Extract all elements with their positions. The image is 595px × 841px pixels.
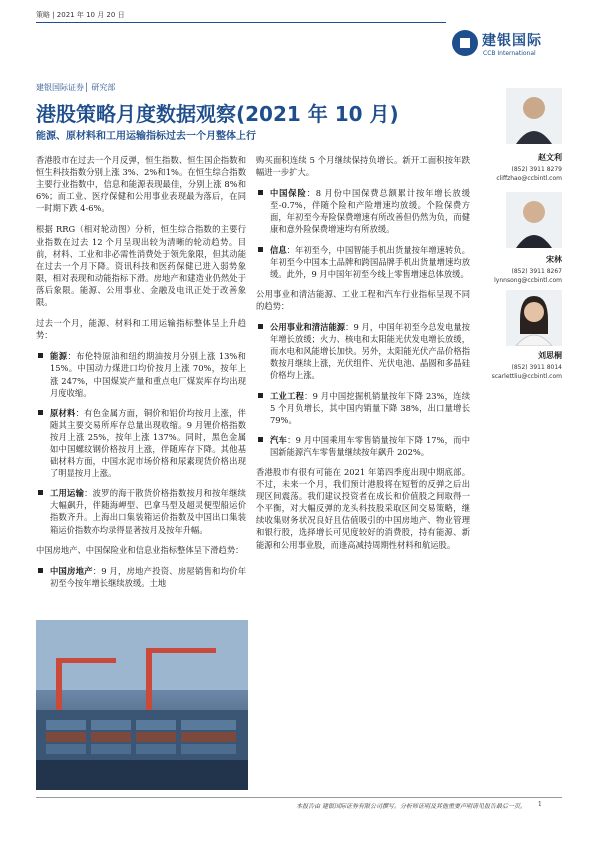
- left-column: [36, 154, 246, 597]
- analyst-name: 刘思桐: [538, 351, 562, 360]
- bullet-square-icon: [258, 190, 263, 195]
- analyst-photo: [506, 290, 562, 346]
- department-label: 建银国际证券│ 研究部: [36, 83, 116, 92]
- paragraph: 中国房地产、中国保险业和信息业指标整体呈下滑趋势：: [36, 544, 244, 555]
- bullet-item: [256, 434, 470, 458]
- bullet-text: ：布伦特原油和纽约期油按月分别上涨 13%和 15%。中国动力煤进口均价按月上涨 70%，按年上涨 247%，中国煤炭产量和重点电厂煤炭库存均出现月度收缩。: [50, 351, 246, 398]
- bullet-item: [256, 390, 470, 426]
- report-title: 港股策略月度数据观察(2021 年 10 月): [36, 102, 399, 126]
- bullet-heading: 信息: [270, 244, 287, 255]
- bullet-text: ：8 月份中国保费总额累计按年增长放缓至-0.7%，伴随个险和产险增速均放缓。个险保费方面，年初至今寿险保费增速有所改善但仍然为负，而健康和意外险保费增速均有所放缓。: [270, 188, 470, 235]
- analyst-card: [478, 192, 562, 288]
- page-number: 1: [538, 801, 542, 808]
- bullet-heading: 汽车: [270, 434, 288, 445]
- analyst-photo: [506, 88, 562, 144]
- paragraph: 香港股市在过去一个月反弹，恒生指数、恒生国企指数和恒生科技指数分别上涨 3%、2%和1%。在恒生综合指数主要行业指数中，信息和能源表现最佳，分别上涨 8%和 6%；而工业、医疗保健和公用事业表现最为落后，在同一时期下跌 4-6%。: [36, 155, 246, 214]
- middle-column: [256, 154, 470, 560]
- bullet-square-icon: [38, 490, 43, 495]
- bullet-item: [36, 565, 246, 589]
- paragraph: 过去一个月，能源、材料和工用运输指标整体呈上升趋势：: [36, 318, 246, 341]
- paragraph: 根据 RRG（相对轮动图）分析，恒生综合指数的主要行业指数在过去 12 个月呈现出较为清晰的轮动趋势。目前，材料、工业和非必需性消费处于领先象限，但其动能在过去一个月下降。资讯科技和医药保健已进入弱势象限，相对表现和动能指标下滑。房地产和建造业仍然处于落后象限。能源、公用事业、金融及电讯正处于改善象限。: [36, 224, 246, 308]
- bullet-text: ：有色金属方面，铜价和铝价均按月上涨，伴随其主要交易所库存总量出现收缩。9 月锂价格指数按月上涨 25%，按年上涨 137%。同时，黑色金属如中国螺纹钢价格按月上涨，伴随库存下降。其他基础材料方面，中国水泥市场价格和尿素现货价格出现了明显按月上涨。: [50, 407, 246, 479]
- analyst-photo: [506, 192, 562, 248]
- bullet-text: ：9 月中国乘用车零售销量按年下降 17%，而中国新能源汽车零售量继续按年飙升 202%。: [270, 434, 470, 457]
- bullet-heading: 能源: [50, 351, 68, 362]
- paragraph: 香港股市有很有可能在 2021 年第四季度出现中期底部。不过，未来一个月，我们预计港股将在短暂的反弹之后出现区间震荡。我们建议投资者在成长和价值股之间取得一个平衡，对大幅反弹的龙头科技股采取区间交易策略，继续收集财务状况良好且估值吸引的中国房地产、物业管理和银行股，选择增长可见度较好的消费股，持有能源、新能源和公用事业股，而逢高减持周期性材料和航运股。: [256, 466, 470, 550]
- bullet-square-icon: [38, 410, 43, 415]
- bullet-item: [256, 244, 470, 280]
- company-logo: [452, 28, 562, 64]
- analyst-phone: (852) 3911 8014: [511, 364, 562, 371]
- bullet-square-icon: [258, 393, 263, 398]
- bullet-item: [36, 487, 246, 535]
- bullet-heading: 中国保险: [270, 188, 307, 199]
- analyst-email: scarlettliu@ccbintl.com: [491, 373, 562, 380]
- bullet-text: ：9 月，中国年初至今总发电量按年增长放缓；火力、核电和太阳能光伏发电增长放缓，而水电和风能增长加快。另外，太阳能光伏产品价格指数按月继续上涨，光伏组件、光伏电池、晶圆和多晶硅价格均上涨。: [270, 322, 470, 381]
- bullet-heading: 原材料: [50, 407, 76, 418]
- analyst-email: lynnsong@ccbintl.com: [494, 277, 562, 284]
- bullet-item: [36, 350, 246, 398]
- bullet-item: [256, 321, 470, 381]
- bullet-heading: 工用运输: [50, 488, 85, 499]
- header-divider: [36, 22, 446, 23]
- port-illustration: [36, 620, 248, 790]
- bullet-text: ：9 月，房地产投资、房屋销售和均价年初至今按年增长继续放缓。土地: [50, 565, 246, 588]
- port-container-image: [36, 620, 248, 790]
- bullet-square-icon: [38, 353, 43, 358]
- bullet-heading: 中国房地产: [50, 565, 93, 576]
- bullet-text: ：年初至今，中国智能手机出货量按年增速转负。年初至今中国本土品牌和跨国品牌手机出货量增速均放缓。此外，9 月中国年初至今线上零售增速总体放缓。: [270, 244, 470, 279]
- logo-mark-icon: [452, 30, 478, 56]
- analyst-card: [478, 290, 562, 390]
- analyst-card: [478, 88, 562, 184]
- logo-en-text: CCB International: [483, 50, 536, 57]
- bullet-square-icon: [38, 568, 43, 573]
- bullet-heading: 公用事业和清洁能源: [270, 322, 346, 333]
- analyst-name: 赵文利: [538, 153, 562, 162]
- bullet-text: ：9 月中国挖掘机销量按年下降 23%，连续 5 个月负增长，其中国内销量下降 38%，出口量增长 79%。: [270, 390, 470, 425]
- footer-divider: [36, 797, 562, 798]
- paragraph: 公用事业和清洁能源、工业工程和汽车行业指标呈现不同的趋势：: [256, 288, 470, 311]
- analyst-email: cliffzhao@ccbintl.com: [496, 175, 562, 182]
- header-date: 策略 | 2021 年 10 月 20 日: [36, 11, 125, 19]
- bullet-item: [36, 407, 246, 480]
- report-subtitle: 能源、原材料和工用运输指标过去一个月整体上行: [36, 131, 256, 142]
- bullet-item: [256, 187, 470, 235]
- bullet-square-icon: [258, 324, 263, 329]
- analyst-phone: (852) 3911 8267: [511, 268, 562, 275]
- bullet-square-icon: [258, 437, 263, 442]
- analyst-phone: (852) 3911 8279: [511, 166, 562, 173]
- bullet-text: ：波罗的海干散货价格指数按月和按年继续大幅飙升，伴随海岬型、巴拿马型及超灵便型船运价指数齐升。上海出口集装箱运价指数及中国出口集装箱运价指数亦均录得显著按月及按年升幅。: [50, 488, 246, 535]
- logo-cn-text: 建银国际: [482, 33, 542, 49]
- analyst-name: 宋林: [546, 255, 562, 264]
- footer-disclaimer: 本报告由 建银国际证券有限公司撰写。分析师证明及其他重要声明请见报告最后一页。: [296, 803, 526, 810]
- paragraph: 购买面积连续 5 个月继续保持负增长。新开工面积按年跌幅进一步扩大。: [256, 155, 470, 178]
- bullet-heading: 工业工程: [270, 390, 305, 401]
- bullet-square-icon: [258, 247, 263, 252]
